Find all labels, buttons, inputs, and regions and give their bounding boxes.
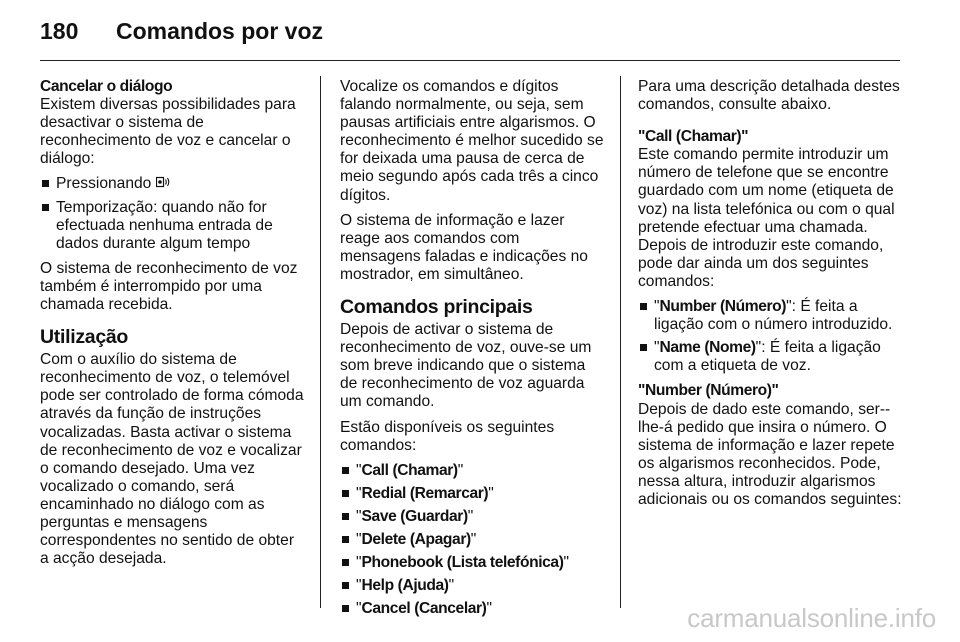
call-subcommands-list <box>638 298 902 375</box>
column-3 <box>638 78 902 516</box>
subcommand-name-text: : É feita a ligação com a etiqueta de voz. <box>654 339 881 375</box>
number-heading: "Number (Número)" <box>638 382 779 400</box>
list-item: "Redial (Remarcar)" <box>340 485 604 503</box>
command-phonebook: Phonebook (Lista telefónica) <box>361 554 564 572</box>
header-rule <box>40 60 900 61</box>
subcommand-number: Number (Número) <box>659 298 787 316</box>
cancel-heading: Cancelar o diálogo <box>40 78 173 95</box>
detail-intro: Para uma descrição detalhada destes comandos, consulte abaixo. <box>638 78 900 114</box>
response-paragraph: O sistema de informação e lazer reage aos comandos com mensagens faladas e indicações no mostrador, em simultâneo. <box>340 211 588 283</box>
list-item: "Cancel (Cancelar)" <box>340 600 604 618</box>
cancel-list <box>40 175 305 252</box>
call-text: Este comando permite introduzir um número de telefone que se encontre guardado com um nome (etiqueta de voz) na lista telefónica ou com o qual pretende efectuar uma chamada. Depois de introduzir este comando, pode dar ainda um dos seguintes comandos: <box>638 146 895 290</box>
use-text: Com o auxílio do sistema de reconhecimento de voz, o telemóvel pode ser controlado de forma cómoda através da função de instruções vocalizadas. Basta activar o sistema de reconhecimento de voz e vocalizar o comando desejado. Uma vez vocalizado o comando, será encaminhado no diálogo com as perguntas e mensagens correspondentes no sentido de obter a acção desejada. <box>40 351 304 568</box>
command-redial: Redial (Remarcar) <box>361 484 489 502</box>
page-number: 180 <box>40 18 79 44</box>
column-1 <box>40 78 305 575</box>
column-2 <box>340 78 604 625</box>
list-item <box>40 175 305 193</box>
command-call: Call (Chamar) <box>361 461 458 479</box>
subcommand-number-text: : É feita a ligação com o número introduzido. <box>654 298 893 334</box>
main-commands-intro: Depois de activar o sistema de reconhecimento de voz, ouve-se um som breve indicando que o sistema de reconhecimento de voz aguarda um comando. <box>340 321 592 411</box>
use-heading: Utilização <box>40 326 129 349</box>
call-heading: "Call (Chamar)" <box>638 128 749 146</box>
cancel-note: O sistema de reconhecimento de voz também é interrompido por uma chamada recebida. <box>40 259 298 314</box>
cancel-intro: Existem diversas possibilidades para desactivar o sistema de reconhecimento de voz e cancelar o diálogo: <box>40 96 296 168</box>
list-item: "Name (Nome)": É feita a ligação com a etiqueta de voz. <box>638 339 902 375</box>
command-delete: Delete (Apagar) <box>361 530 471 548</box>
subcommand-name: Name (Nome) <box>659 339 756 357</box>
bullet-text: Pressionando <box>56 175 152 193</box>
list-item: "Delete (Apagar)" <box>340 531 604 549</box>
page-title: Comandos por voz <box>116 18 324 44</box>
list-item: "Number (Número)": É feita a ligação com o número introduzido. <box>638 298 902 334</box>
list-item: "Call (Chamar)" <box>340 462 604 480</box>
command-save: Save (Guardar) <box>361 507 468 525</box>
speech-paragraph: Vocalize os comandos e dígitos falando normalmente, ou seja, sem pausas artificiais entre algarismos. O reconhecimento é melhor sucedido se for deixada uma pausa de cerca de meio segundo após cada três a cinco dígitos. <box>340 78 604 204</box>
command-cancel: Cancel (Cancelar) <box>361 600 487 618</box>
column-divider-1 <box>320 76 321 608</box>
list-item: "Phonebook (Lista telefónica)" <box>340 554 604 572</box>
watermark: carmanualsonline.info <box>687 603 936 633</box>
main-commands-heading: Comandos principais <box>340 296 533 319</box>
available-commands-text: Estão disponíveis os seguintes comandos: <box>340 418 555 454</box>
page-header <box>40 18 920 45</box>
voice-button-icon <box>156 175 172 193</box>
list-item: "Save (Guardar)" <box>340 508 604 526</box>
number-text: Depois de dado este comando, ser--lhe-á pedido que insira o número. O sistema de informação e lazer repete os algarismos reconhecidos. Pode, nessa altura, introduzir algarismos adicionais ou os comandos seguintes: <box>638 400 902 508</box>
column-divider-2 <box>620 76 621 608</box>
command-help: Help (Ajuda) <box>361 577 449 595</box>
commands-list <box>340 462 604 619</box>
list-item: "Help (Ajuda)" <box>340 577 604 595</box>
list-item: Temporização: quando não for efectuada nenhuma entrada de dados durante algum tempo <box>40 199 305 253</box>
